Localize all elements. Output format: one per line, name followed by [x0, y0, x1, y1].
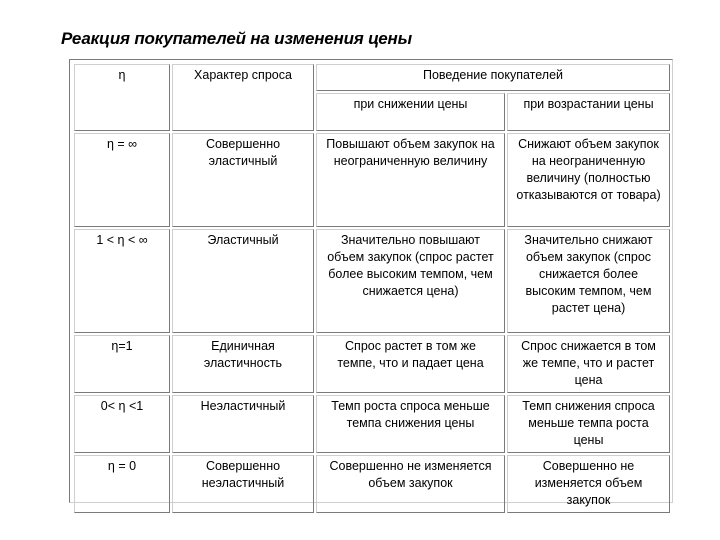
header-on-increase: при возрастании цены	[507, 93, 670, 131]
row-demand-type: Совершенно эластичный	[172, 133, 314, 227]
row-demand-type: Единичная эластичность	[172, 335, 314, 393]
page-title: Реакция покупателей на изменения цены	[61, 29, 412, 48]
row-eta: 1 < η < ∞	[74, 229, 170, 333]
row-on-increase: Совершенно не изменяется объем закупок	[507, 455, 670, 513]
table-row	[74, 395, 670, 453]
price-reaction-table	[72, 62, 672, 515]
row-on-decrease: Совершенно не изменяется объем закупок	[316, 455, 505, 513]
row-on-decrease: Темп роста спроса меньше темпа снижения цены	[316, 395, 505, 453]
row-on-increase: Значительно снижают объем закупок (спрос снижается более высоким темпом, чем растет цена)	[507, 229, 670, 333]
row-on-increase: Темп снижения спроса меньше темпа роста цены	[507, 395, 670, 453]
header-on-decrease: при снижении цены	[316, 93, 505, 131]
header-behavior: Поведение покупателей	[316, 64, 670, 91]
row-eta: η=1	[74, 335, 170, 393]
header-row	[74, 64, 670, 91]
table-row	[74, 133, 670, 227]
row-on-increase: Спрос снижается в том же темпе, что и растет цена	[507, 335, 670, 393]
row-on-decrease: Спрос растет в том же темпе, что и падает цена	[316, 335, 505, 393]
table-row	[74, 335, 670, 393]
header-eta: η	[74, 64, 170, 131]
table-row	[74, 455, 670, 513]
row-on-decrease: Значительно повышают объем закупок (спрос растет более высоким темпом, чем снижается цена)	[316, 229, 505, 333]
row-eta: 0< η <1	[74, 395, 170, 453]
row-demand-type: Неэластичный	[172, 395, 314, 453]
row-on-decrease: Повышают объем закупок на неограниченную величину	[316, 133, 505, 227]
header-demand-type: Характер спроса	[172, 64, 314, 131]
row-demand-type: Эластичный	[172, 229, 314, 333]
row-demand-type: Совершенно неэластичный	[172, 455, 314, 513]
row-eta: η = 0	[74, 455, 170, 513]
row-eta: η = ∞	[74, 133, 170, 227]
table-row	[74, 229, 670, 333]
row-on-increase: Снижают объем закупок на неограниченную величину (полностью отказываются от товара)	[507, 133, 670, 227]
